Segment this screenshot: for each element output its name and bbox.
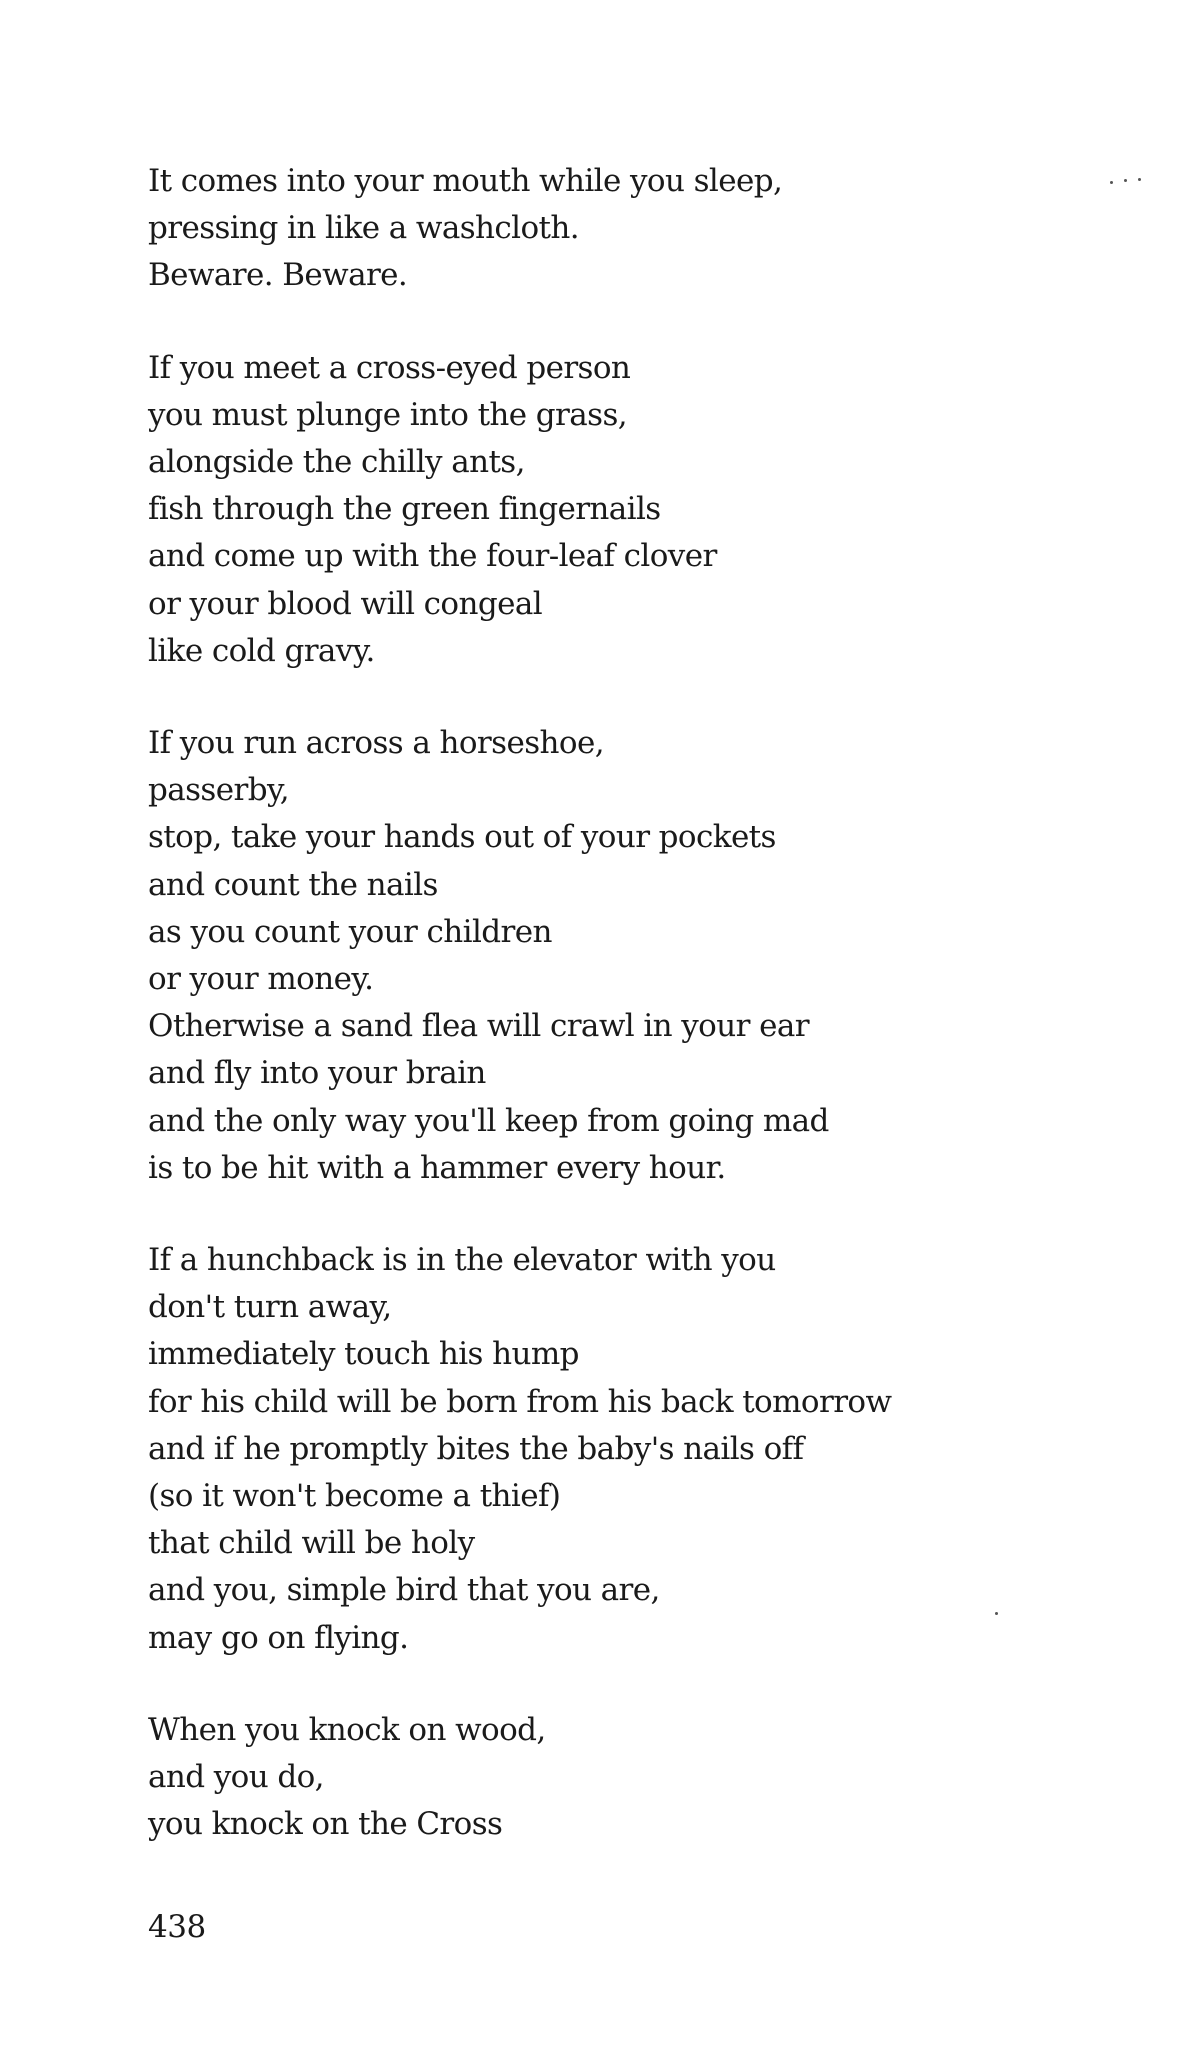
poem-line: and fly into your brain bbox=[148, 1055, 486, 1092]
poem-line: alongside the chilly ants, bbox=[148, 444, 525, 481]
stanza-2 bbox=[148, 345, 1048, 675]
stanza-3 bbox=[148, 720, 1048, 1192]
poem-line: as you count your children bbox=[148, 913, 552, 950]
scan-speck bbox=[1124, 179, 1127, 182]
poem-line: It comes into your mouth while you sleep, bbox=[148, 163, 783, 199]
poem-line: is to be hit with a hammer every hour. bbox=[148, 1149, 726, 1186]
poem-line: like cold gravy. bbox=[148, 632, 375, 669]
poem-line: you knock on the Cross bbox=[148, 1806, 503, 1843]
poem-line: When you knock on wood, bbox=[148, 1711, 546, 1748]
poem-line: If you run across a horseshoe, bbox=[148, 725, 604, 762]
stanza-4 bbox=[148, 1237, 1048, 1662]
poem-line: and you do, bbox=[148, 1759, 324, 1796]
scan-speck bbox=[1110, 181, 1113, 184]
poem-line: that child will be holy bbox=[148, 1525, 475, 1562]
poem-line: If a hunchback is in the elevator with you bbox=[148, 1242, 776, 1279]
poem-line: and if he promptly bites the baby's nails off bbox=[148, 1430, 804, 1467]
page-number: 438 bbox=[148, 1909, 206, 1945]
poem-line: and count the nails bbox=[148, 866, 438, 903]
poem-line: don't turn away, bbox=[148, 1289, 392, 1326]
poem-line: fish through the green fingernails bbox=[148, 491, 661, 528]
poem bbox=[148, 158, 1048, 1894]
poem-line: and come up with the four-leaf clover bbox=[148, 538, 717, 575]
poem-line: and you, simple bird that you are, bbox=[148, 1572, 660, 1609]
poem-line: Otherwise a sand flea will crawl in your ear bbox=[148, 1008, 809, 1045]
poem-line: for his child will be born from his back tomorrow bbox=[148, 1383, 892, 1420]
stanza-1 bbox=[148, 158, 1048, 300]
poem-line: you must plunge into the grass, bbox=[148, 396, 628, 433]
poem-line: Beware. Beware. bbox=[148, 257, 408, 294]
poem-line: and the only way you'll keep from going mad bbox=[148, 1102, 829, 1139]
poem-line: may go on flying. bbox=[148, 1619, 409, 1656]
scan-speck bbox=[995, 1612, 998, 1615]
scan-speck bbox=[1138, 178, 1141, 181]
poem-line: immediately touch his hump bbox=[148, 1336, 579, 1373]
poem-line: stop, take your hands out of your pockets bbox=[148, 819, 776, 856]
poem-line: (so it won't become a thief) bbox=[148, 1478, 561, 1515]
poem-line: or your blood will congeal bbox=[148, 585, 543, 622]
poem-line: If you meet a cross-eyed person bbox=[148, 349, 631, 386]
stanza-5 bbox=[148, 1707, 1048, 1849]
poem-line: or your money. bbox=[148, 961, 374, 998]
poem-line: passerby, bbox=[148, 772, 290, 809]
poem-line: pressing in like a washcloth. bbox=[148, 210, 579, 247]
